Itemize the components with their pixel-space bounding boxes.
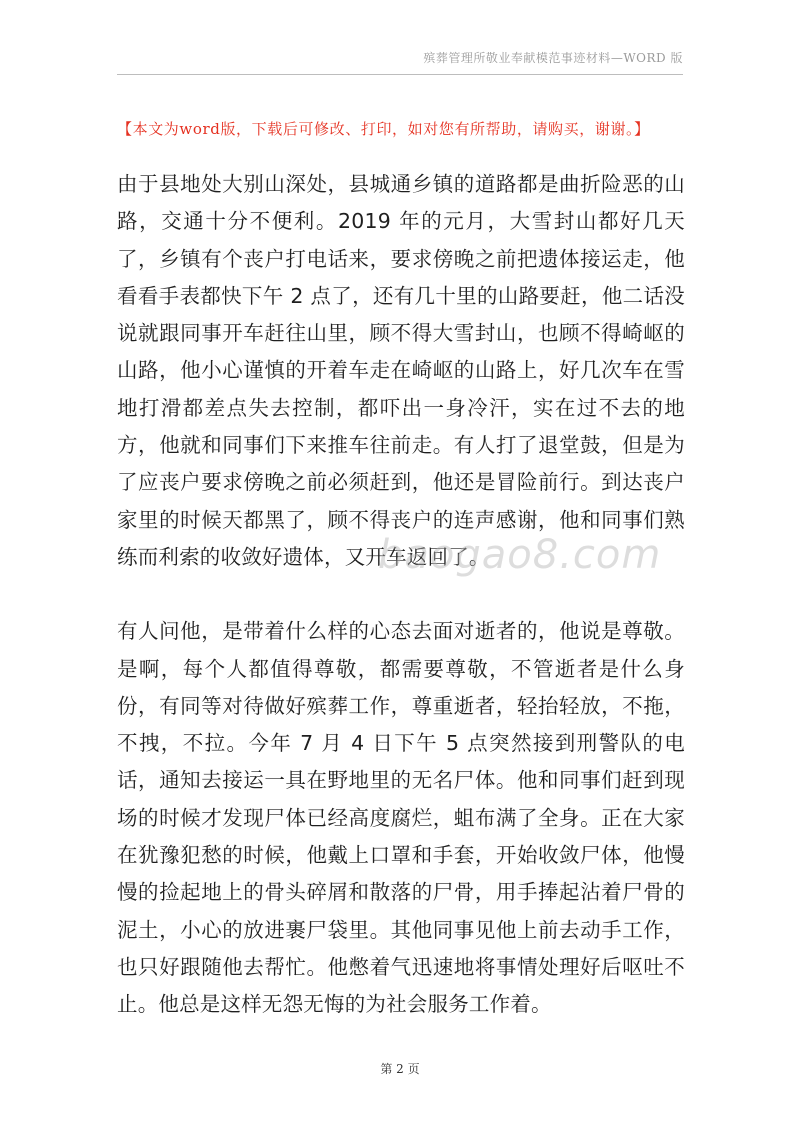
page-number: 第 2 页 [380,1062,420,1076]
body-paragraph-1: 由于县地处大别山深处，县城通乡镇的道路都是曲折险恶的山路，交通十分不便利。2019 年的元月，大雪封山都好几天了，乡镇有个丧户打电话来，要求傍晚之前把遗体接运走，他看看手表都快下午 2 点了，还有几十里的山路要赶，他二话没说就跟同事开车赶往山里，顾不得大雪封山，也顾不得崎岖的山路，他小心谨慎的开着车走在崎岖的山路上，好几次车在雪地打滑都差点失去控制，都吓出一身冷汗，实在过不去的地方，他就和同事们下来推车往前走。有人打了退堂鼓，但是为了应丧户要求傍晚之前必须赶到，他还是冒险前行。到达丧户家里的时候天都黑了，顾不得丧户的连声感谢，他和同事们熟练而利索的收敛好遗体，又开车返回了。 [117,172,685,569]
header-divider [117,74,683,75]
body-paragraph-2: 有人问他，是带着什么样的心态去面对逝者的，他说是尊敬。是啊，每个人都值得尊敬，都需要尊敬，不管逝者是什么身份，有同等对待做好殡葬工作，尊重逝者，轻抬轻放，不拖，不拽，不拉。今年 7 月 4 日下午 5 点突然接到刑警队的电话，通知去接运一具在野地里的无名尸体。他和同事们赶到现场的时候才发现尸体已经高度腐烂，蛆布满了全身。正在大家在犹豫犯愁的时候，他戴上口罩和手套，开始收敛尸体，他慢慢的捡起地上的骨头碎屑和散落的尸骨，用手捧起沾着尸骨的泥土，小心的放进裹尸袋里。其他同事见他上前去动手工作，也只好跟随他去帮忙。他憋着气迅速地将事情处理好后呕吐不止。他总是这样无怨无悔的为社会服务工作着。 [117,619,685,1017]
watermark: baogao8.com [378,532,662,578]
download-notice: 【本文为word版，下载后可修改、打印，如对您有所帮助，请购买，谢谢。】 [117,120,650,138]
header-title: 殡葬管理所敬业奉献模范事迹材料—WORD 版 [423,51,683,65]
document-body [117,166,685,1024]
